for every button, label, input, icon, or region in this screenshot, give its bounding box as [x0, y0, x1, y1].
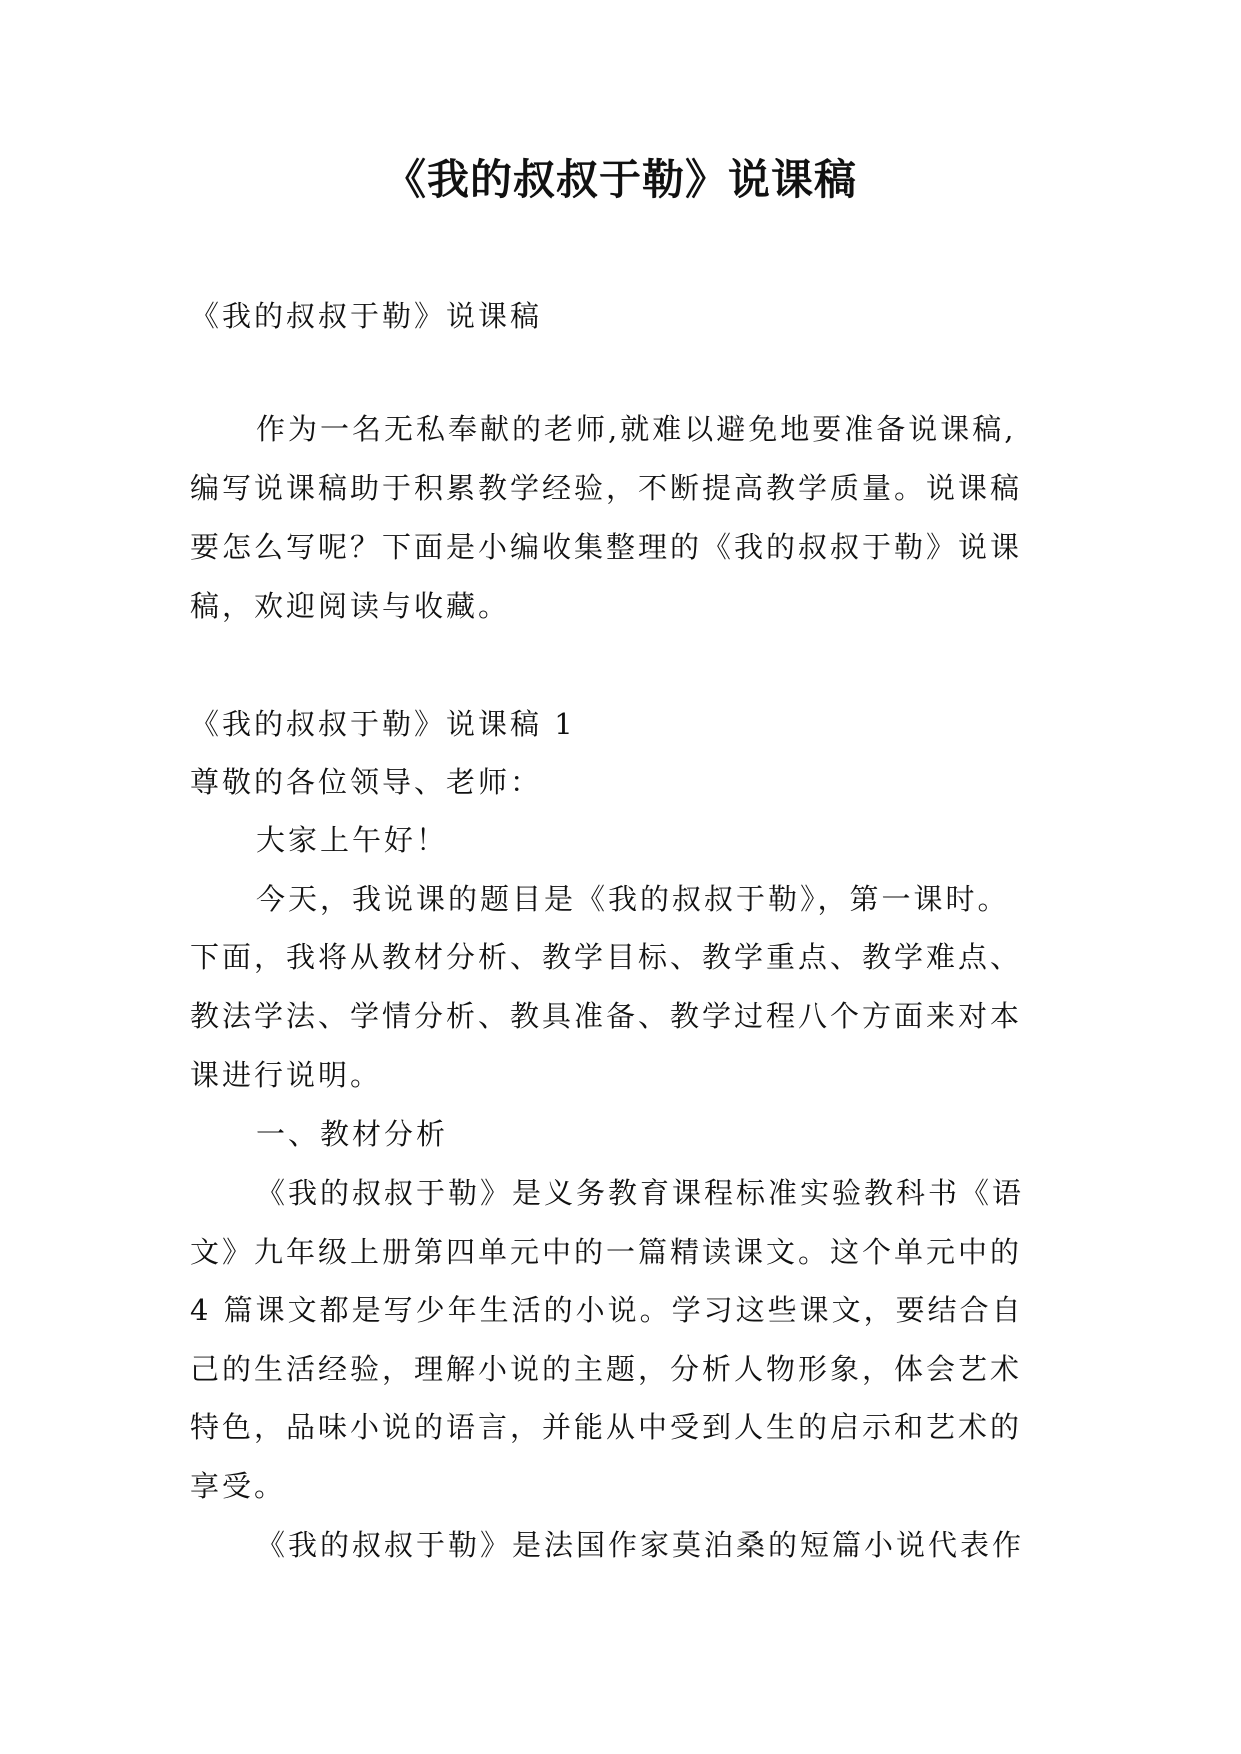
body-paragraph-line: 课进行说明。 — [190, 1058, 383, 1092]
body-paragraph-line: 《我的叔叔于勒》是义务教育课程标准实验教科书《语 — [256, 1176, 1025, 1210]
body-paragraph-line: 4 篇课文都是写少年生活的小说。学习这些课文，要结合自 — [190, 1293, 1024, 1327]
body-paragraph-line: 今天，我说课的题目是《我的叔叔于勒》，第一课时。 — [256, 882, 1010, 916]
body-paragraph-line: 教法学法、学情分析、教具准备、教学过程八个方面来对本 — [190, 999, 1023, 1033]
subsection-heading: 一、教材分析 — [256, 1117, 449, 1151]
body-paragraph-line: 下面，我将从教材分析、教学目标、教学重点、教学难点、 — [190, 940, 1023, 974]
intro-paragraph-line: 稿，欢迎阅读与收藏。 — [190, 589, 511, 623]
body-paragraph-line: 享受。 — [190, 1469, 287, 1503]
subtitle-line: 《我的叔叔于勒》说课稿 — [190, 299, 543, 333]
section-heading: 《我的叔叔于勒》说课稿 1 — [190, 707, 576, 741]
body-paragraph-line: 己的生活经验，理解小说的主题，分析人物形象，体会艺术 — [190, 1352, 1023, 1386]
document-title: 《我的叔叔于勒》说课稿 — [383, 155, 857, 204]
intro-paragraph-line: 要怎么写呢？下面是小编收集整理的《我的叔叔于勒》说课 — [190, 530, 1023, 564]
body-paragraph-line: 文》九年级上册第四单元中的一篇精读课文。这个单元中的 — [190, 1235, 1023, 1269]
greeting-line: 尊敬的各位领导、老师： — [190, 765, 543, 799]
body-paragraph-line: 特色，品味小说的语言，并能从中受到人生的启示和艺术的 — [190, 1410, 1023, 1444]
intro-paragraph-line: 作为一名无私奉献的老师,就难以避免地要准备说课稿, — [256, 412, 1017, 446]
intro-paragraph-line: 编写说课稿助于积累教学经验，不断提高教学质量。说课稿 — [190, 471, 1023, 505]
body-paragraph-line: 《我的叔叔于勒》是法国作家莫泊桑的短篇小说代表作 — [256, 1528, 1025, 1562]
greeting-line: 大家上午好！ — [256, 823, 449, 857]
